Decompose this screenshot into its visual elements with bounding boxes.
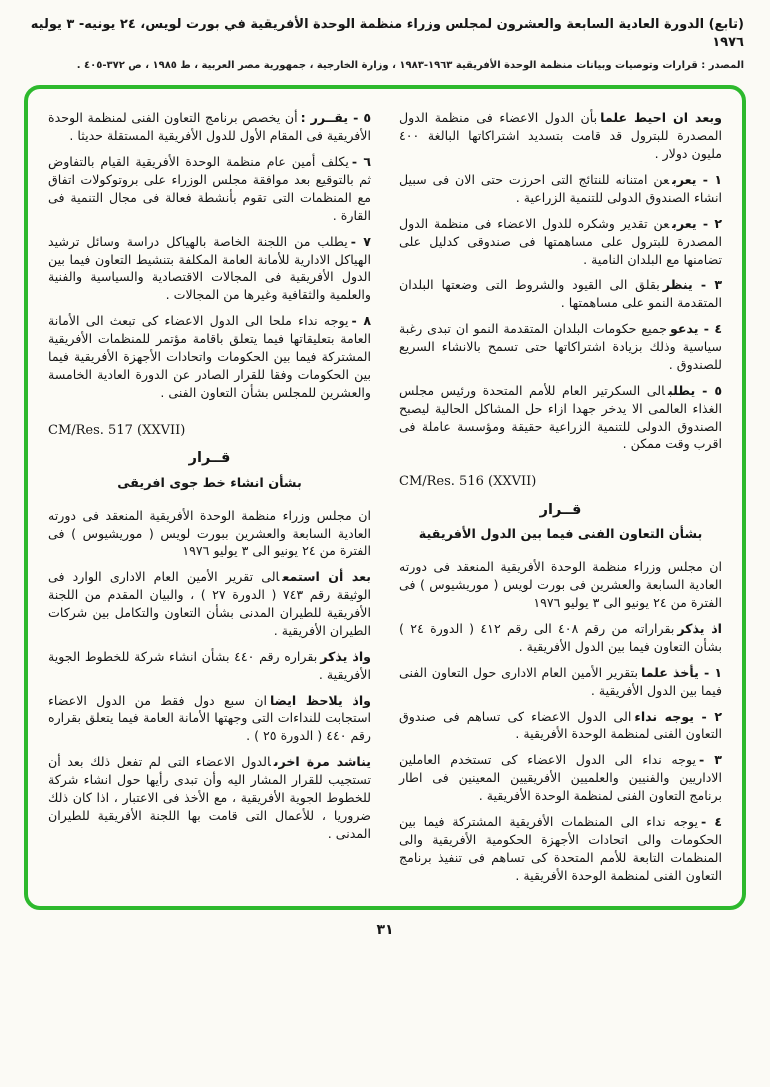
paragraph-text: يطلب من اللجنة الخاصة بالهياكل دراسة وسائل ترشيد الهياكل الادارية للأمانة العامة المكلفة بتنشيط التعاون فيما بين الدول الأفريقية فى المجالات الاقتصادية والسياسية والفنية والعلمية والثقافية وغيرها من المجالات . bbox=[48, 233, 371, 303]
resolution-subtitle: بشأن التعاون الفنى فيما بين الدول الأفريقية bbox=[418, 527, 703, 543]
paragraph-text: ان مجلس وزراء منظمة الوحدة الأفريقية المنعقد فى دورته العادية السابعة والعشرين فى بورت لويس ( موريشيوس ) فى الفترة من ٢٤ يونيو الى ٣ يوليو ١٩٧٦ bbox=[399, 559, 722, 611]
paragraph-lead: ٢ - يعرب bbox=[672, 215, 722, 231]
paragraph-text: يوجه نداء ملحا الى الدول الاعضاء كى تبعث الى الأمانة العامة بتعليقاتها فيما يتعلق باقامة مؤتمر للمنظمات الأفريقية المشتركة فيما بين الحكومات واتحادات الأجهزة الأفريقية فيما بين الحكومات وفقا للقرار الصادر عن الدورة العادية الخامسة والعشرين للمجلس بشأن التعاون الفنى . bbox=[48, 313, 371, 400]
paragraph-lead: ٥ - يقــرر : bbox=[300, 110, 371, 126]
paragraph bbox=[399, 664, 722, 700]
resolution-title: قــرار bbox=[188, 449, 231, 466]
paragraph bbox=[48, 507, 371, 561]
paragraph bbox=[48, 692, 371, 746]
paragraph-text: الدول الاعضاء التى لم تفعل ذلك بعد أن تستجيب للقرار المشار اليه وأن تبدى رأيها حول انشاء شركة للخطوط الجوية الأفريقية ، مع الأخذ فى الاعتبار ، اذا كان ذلك ضروريا ، للأعمال التى قامت بها اللجنة الأفريقية للطيران المدنى . bbox=[48, 754, 371, 841]
header-source: المصدر : قرارات وتوصيات وبيانات منظمة الوحدة الأفريقية ١٩٦٣-١٩٨٣ ، وزارة الخارجية ، جمهورية مصر العربية ، ط ١٩٨٥ ، ص ٣٧٢-٤٠٥ . bbox=[76, 60, 744, 72]
page-footer bbox=[24, 922, 746, 938]
paragraph-text: عن امتنانه للنتائج التى احرزت حتى الان فى سبيل انشاء الصندوق الدولى للتنمية الزراعية . bbox=[399, 172, 722, 205]
paragraph bbox=[48, 153, 371, 225]
paragraph-text: بتقرير الأمين العام الادارى حول التعاون الفنى فيما بين الدول الأفريقية . bbox=[399, 664, 722, 698]
paragraph-text: بقراراته من رقم ٤٠٨ الى رقم ٤١٢ ( الدورة ٢٤ ) بشأن التعاون فيما بين الدول الأفريقية . bbox=[399, 621, 722, 654]
paragraph-text: الى السكرتير العام للأمم المتحدة ورئيس مجلس الغذاء العالمى الا يدخر جهدا ازاء حل المشاكل الحالية ليصبح الصندوق الدولى للتنمية الزراعية حقيقة ومؤسسة عاملة فى اقرب وقت ممكن . bbox=[399, 382, 722, 452]
paragraph-text: بأن الدول الاعضاء فى منظمة الدول المصدرة للبترول قد قامت بتسديد اشتراكاتها البالغة ٤٠٠ مليون دولار . bbox=[399, 110, 722, 162]
paragraph-text: يوجه نداء الى المنظمات الأفريقية المشتركة فيما بين الحكومات والى اتحادات الأجهزة الحكومية الأفريقية والى المنظمات التابعة للأمم المتحدة كى تساهم فى تنفيذ برنامج التعاون الفنى لمنظمة الوحدة الأفريقية . bbox=[399, 813, 722, 883]
paragraph bbox=[399, 276, 722, 312]
paragraph bbox=[48, 109, 371, 145]
paragraph-lead: ٦ - bbox=[351, 154, 371, 170]
page-header bbox=[24, 16, 746, 73]
paragraph-lead: يناشد مرة اخرى bbox=[273, 754, 371, 770]
paragraph-lead: ١ - يأخذ علما bbox=[640, 664, 722, 680]
paragraph-lead: ٤ - يدعو bbox=[669, 321, 723, 337]
paragraph bbox=[48, 312, 371, 401]
paragraph-lead: ٣ - ينظر bbox=[662, 277, 722, 293]
paragraph bbox=[399, 620, 722, 656]
paragraph bbox=[399, 558, 722, 612]
paragraph-text: أن يخصص برنامج التعاون الفنى لمنظمة الوحدة الأفريقية فى المقام الأول للدول الأفريقية المستقلة حديثا . bbox=[48, 110, 371, 144]
resolution-subtitle: بشأن انشاء خط جوى افريقى bbox=[117, 475, 302, 491]
paragraph-text: يوجه نداء الى الدول الاعضاء كى تستخدم العاملين الاداريين والفنيين والعلميين الأفريقيين المعينين فى اطار برنامج التعاون الفنى لمنظمة الوحدة الأفريقية . bbox=[399, 752, 722, 804]
resolution-ref: CM/Res. 516 (XXVII) bbox=[399, 474, 537, 490]
paragraph bbox=[48, 568, 371, 640]
paragraph-lead: ٧ - bbox=[350, 233, 371, 249]
paragraph-text: الى الدول الاعضاء كى تساهم فى صندوق التعاون الفنى لمنظمة الوحدة الأفريقية . bbox=[399, 708, 722, 742]
paragraph-text: جميع حكومات البلدان المتقدمة النمو ان تبدى رغبة سياسية وذلك بزيادة اشتراكاتها حتى تسمح بالانشاء السريع للصندوق . bbox=[399, 321, 722, 372]
paragraph bbox=[399, 320, 722, 374]
paragraph-lead: واذ يلاحظ ايضا bbox=[270, 692, 371, 708]
paragraph-text: ان سبع دول فقط من الدول الاعضاء استجابت للنداءات التى وجهتها الأمانة العامة فيما يتعلق بقراره رقم ٤٤٠ ( الدورة ٢٥ ) . bbox=[48, 692, 371, 744]
paragraph-lead: واذ يذكر bbox=[320, 648, 372, 664]
paragraph-lead: بعد أن استمع bbox=[282, 569, 371, 585]
header-title: (تابع) الدورة العادية السابعة والعشرون لمجلس وزراء منظمة الوحدة الأفريقية في بورت لويس، ٢٤ يونيه- ٣ يوليه ١٩٧٦ bbox=[30, 17, 744, 51]
paragraph-lead: اذ يذكر bbox=[677, 621, 722, 637]
paragraph bbox=[399, 708, 722, 744]
paragraph-lead: ١ - يعرب bbox=[672, 172, 722, 187]
paragraph bbox=[48, 648, 371, 684]
paragraph bbox=[399, 109, 722, 163]
paragraph bbox=[48, 233, 371, 305]
paragraph-text: عن تقدير وشكره للدول الاعضاء فى منظمة الدول المصدرة للبترول على مساهمتها فى صندوقى كدليل على تضامنها مع البلدان النامية . bbox=[399, 215, 722, 267]
column-left bbox=[48, 109, 371, 892]
paragraph-lead: ٤ - bbox=[700, 813, 722, 829]
content-frame bbox=[24, 85, 746, 910]
paragraph bbox=[399, 813, 722, 885]
column-right bbox=[399, 109, 722, 892]
resolution-ref: CM/Res. 517 (XXVII) bbox=[48, 422, 186, 438]
paragraph-text: بقلق الى القيود والشروط التى وضعتها البلدان المتقدمة النمو على مساهمتها . bbox=[399, 277, 722, 311]
paragraph bbox=[399, 171, 722, 207]
page-number: ٣١ bbox=[376, 922, 394, 939]
resolution-title: قــرار bbox=[539, 501, 582, 518]
paragraph-text: ان مجلس وزراء منظمة الوحدة الأفريقية المنعقد فى دورته العادية السابعة والعشرين ببورت لويس ( موريشيوس ) فى الفترة من ٢٤ يونيو الى ٣ يوليو ١٩٧٦ bbox=[48, 507, 371, 559]
paragraph bbox=[399, 751, 722, 805]
paragraph bbox=[399, 215, 722, 269]
paragraph bbox=[48, 753, 371, 842]
paragraph-lead: ٣ - bbox=[698, 752, 722, 768]
paragraph-lead: ٢ - يوجه نداء bbox=[634, 708, 722, 724]
paragraph-lead: ٥ - يطلب bbox=[667, 382, 722, 398]
paragraph-lead: وبعد ان احيط علما bbox=[600, 110, 722, 126]
paragraph-text: بقراره رقم ٤٤٠ بشأن انشاء شركة للخطوط الجوية الأفريقية . bbox=[48, 648, 371, 682]
paragraph-text: الى تقرير الأمين العام الادارى الوارد فى الوثيقة رقم ٧٤٣ ( الدورة ٢٧ ) ، والبيان المقدم من اللجنة الأفريقية للطيران المدنى بشأن التعاون والتكامل بين شركات الطيران الأفريقية . bbox=[48, 569, 371, 638]
paragraph-lead: ٨ - bbox=[351, 313, 371, 329]
paragraph bbox=[399, 382, 722, 454]
paragraph-text: يكلف أمين عام منظمة الوحدة الأفريقية القيام بالتفاوض ثم بالتوقيع بعد موافقة مجلس الوزراء على بروتوكولات اتفاق مع المنظمات التى تقوم بأنشطة فعالة فى مجال التنمية فى القارة . bbox=[48, 154, 371, 223]
